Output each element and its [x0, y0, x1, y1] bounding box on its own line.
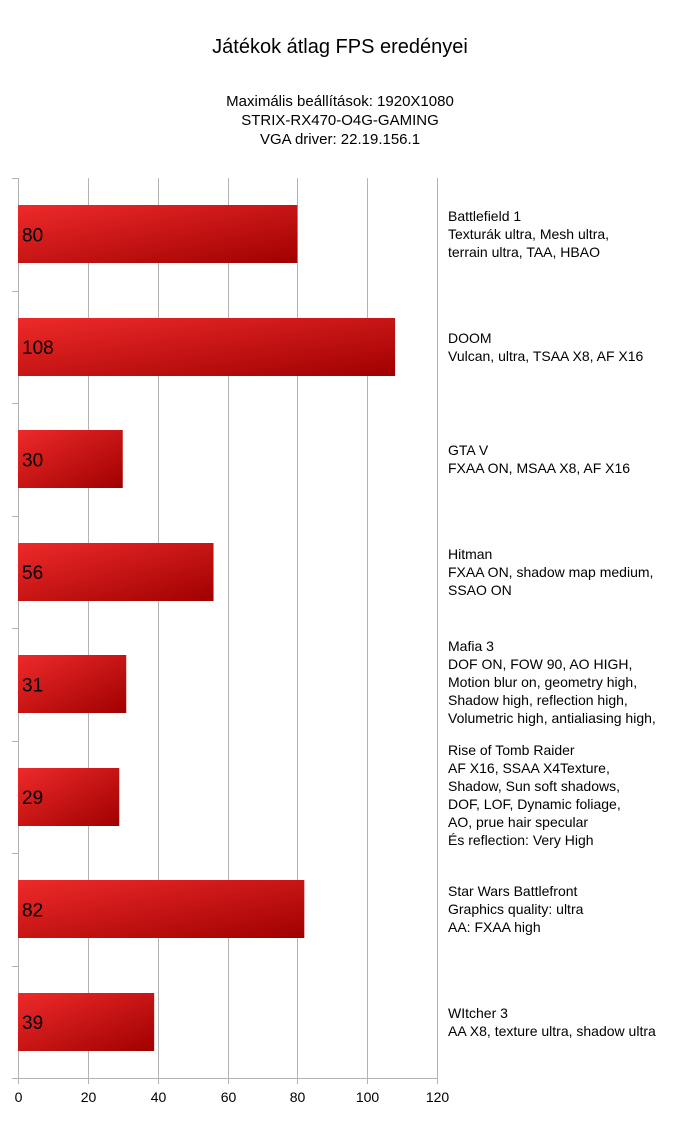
x-tick-label: 60	[220, 1089, 237, 1105]
legend-entry	[448, 441, 678, 477]
legend-line: Texturák ultra, Mesh ultra,	[448, 226, 610, 242]
subtitle-line: STRIX-RX470-O4G-GAMING	[241, 112, 439, 129]
legend-line: terrain ultra, TAA, HBAO	[448, 244, 600, 260]
legend-line: AO, prue hair specular	[448, 814, 589, 830]
legend-line: Battlefield 1	[448, 208, 522, 224]
legend-line: AF X16, SSAA X4Texture,	[448, 760, 610, 776]
legend-line: Mafia 3	[448, 638, 494, 654]
x-tick-label: 80	[289, 1089, 306, 1105]
bar-value-label: 39	[22, 1012, 44, 1034]
legend-line: Motion blur on, geometry high,	[448, 674, 638, 690]
legend-line: Graphics quality: ultra	[448, 901, 584, 917]
legend-entry	[448, 545, 678, 599]
legend-line: FXAA ON, MSAA X8, AF X16	[448, 460, 631, 476]
bar-value-label: 80	[22, 225, 44, 247]
bar-value-label: 29	[22, 787, 44, 809]
x-tick-label: 0	[14, 1089, 23, 1105]
bar	[18, 543, 214, 601]
legend-line: Rise of Tomb Raider	[448, 742, 575, 758]
legend-line: És reflection: Very High	[448, 832, 594, 848]
x-tick-label: 100	[355, 1089, 380, 1105]
bar-value-label: 108	[22, 337, 54, 359]
legend-line: Volumetric high, antialiasing high,	[448, 710, 656, 726]
legend-line: SSAO ON	[448, 582, 512, 598]
legend-line: Shadow high, reflection high,	[448, 692, 628, 708]
x-tick-label: 40	[150, 1089, 167, 1105]
legend-line: DOOM	[448, 330, 492, 346]
legend-line: DOF ON, FOW 90, AO HIGH,	[448, 656, 633, 672]
legend-entry	[448, 741, 678, 849]
legend-line: WItcher 3	[448, 1005, 508, 1021]
legend-line: Hitman	[448, 546, 493, 562]
legend-entry	[448, 1004, 678, 1040]
bar	[18, 318, 395, 376]
bar-value-label: 82	[22, 900, 44, 922]
x-tick-label: 120	[425, 1089, 450, 1105]
subtitle-line: VGA driver: 22.19.156.1	[259, 131, 421, 148]
legend-line: FXAA ON, shadow map medium,	[448, 564, 654, 580]
legend-entry	[448, 329, 678, 365]
bar	[18, 205, 297, 263]
bar-value-label: 30	[22, 450, 44, 472]
legend-line: Shadow, Sun soft shadows,	[448, 778, 620, 794]
legend-line: Vulcan, ultra, TSAA X8, AF X16	[448, 348, 644, 364]
legend-line: Star Wars Battlefront	[448, 883, 578, 899]
legend-entry	[448, 637, 678, 727]
legend-entry	[448, 882, 678, 936]
x-tick-label: 20	[80, 1089, 97, 1105]
bar-value-label: 56	[22, 562, 44, 584]
legend-line: AA X8, texture ultra, shadow ultra	[448, 1023, 656, 1039]
legend-line: GTA V	[448, 442, 489, 458]
chart-title: Játékok átlag FPS eredényei	[212, 36, 468, 58]
legend-line: AA: FXAA high	[448, 919, 541, 935]
bar	[18, 880, 304, 938]
legend-line: DOF, LOF, Dynamic foliage,	[448, 796, 621, 812]
legend-entry	[448, 207, 678, 261]
subtitle-line: Maximális beállítások: 1920X1080	[226, 93, 454, 110]
bar-value-label: 31	[22, 675, 44, 697]
